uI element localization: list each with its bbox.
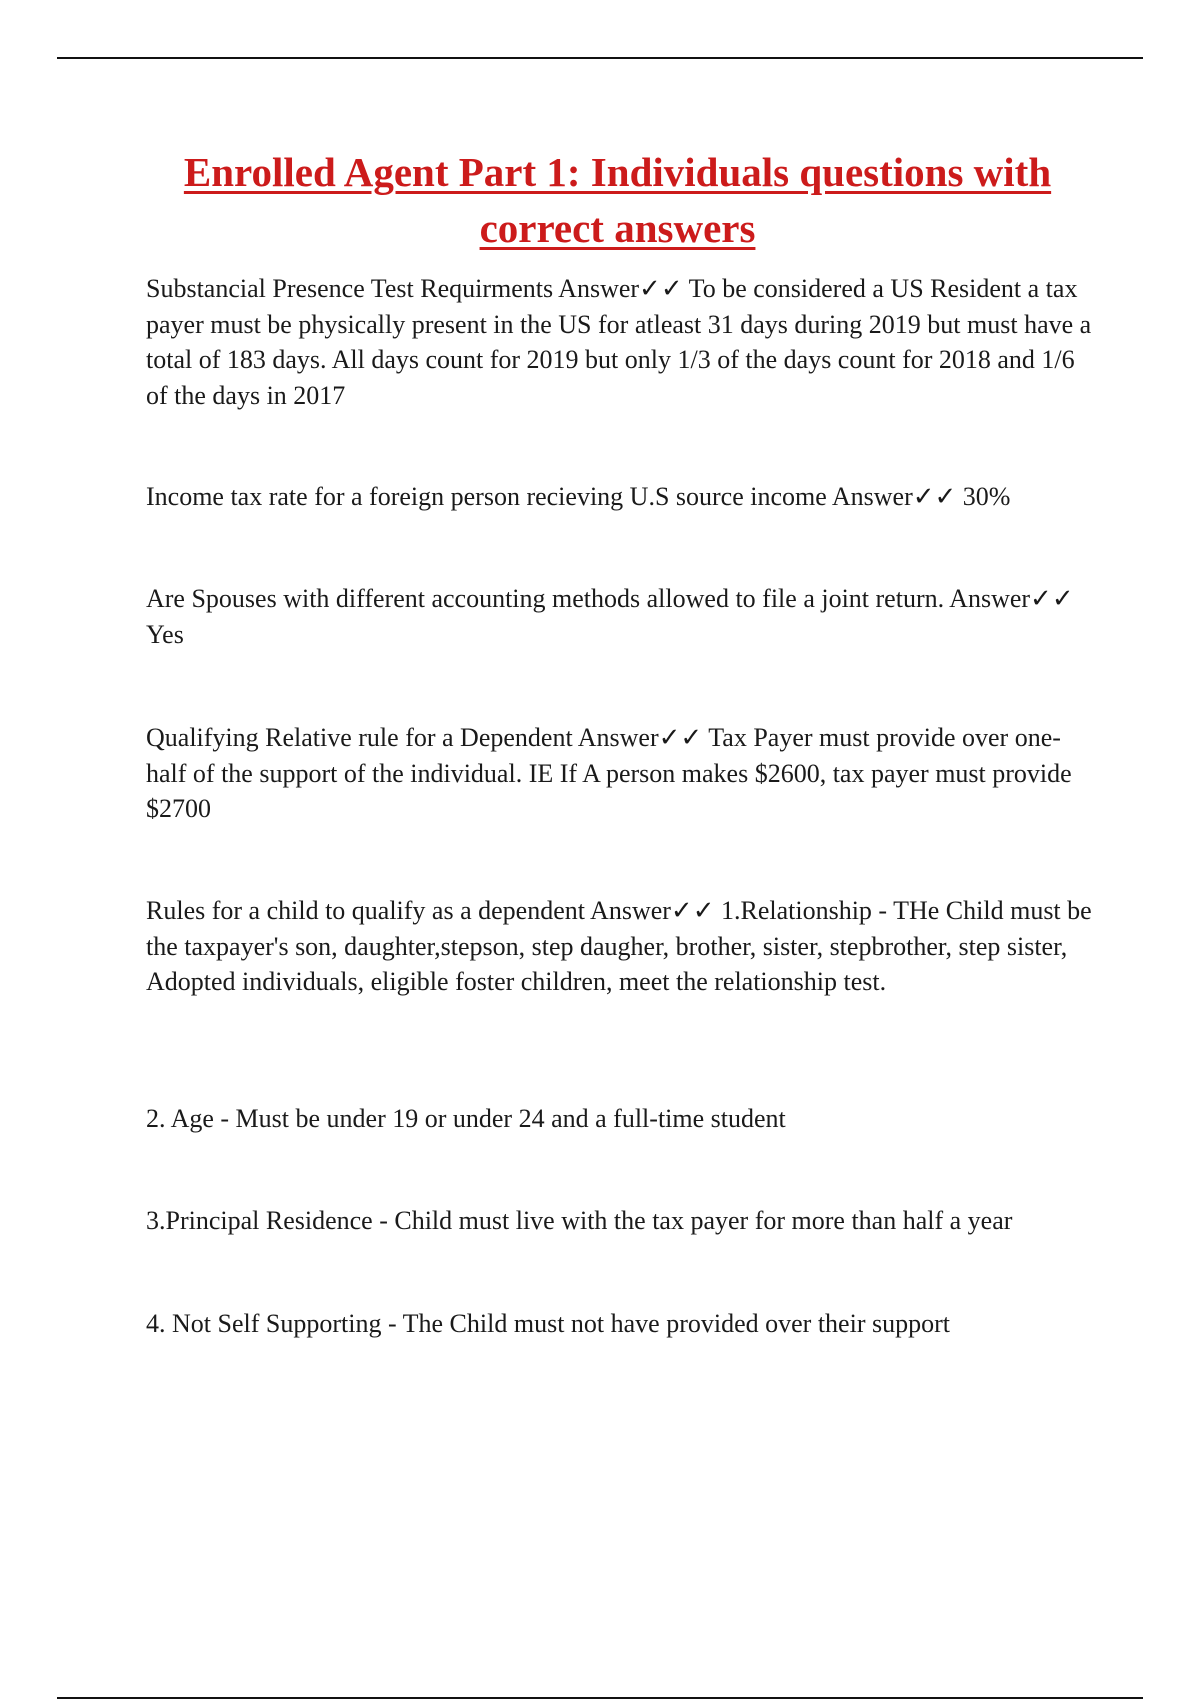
- qa-child-age: 2. Age - Must be under 19 or under 24 and a full-time student: [146, 1104, 786, 1133]
- qa-joint-return: Are Spouses with different accounting methods allowed to file a joint return. Answer✓✓ Yes: [146, 584, 1074, 649]
- qa-foreign-tax-rate: Income tax rate for a foreign person recieving U.S source income Answer✓✓ 30%: [146, 482, 1011, 511]
- qa-substantial-presence: Substancial Presence Test Requirments Answer✓✓ To be considered a US Resident a tax payer must be physically present in the US for atleast 31 days during 2019 but must have a total of 183 days. All days count for 2019 but only 1/3 of the days count for 2018 and 1/6 of the days in 2017: [146, 274, 1092, 410]
- qa-not-self-supporting: 4. Not Self Supporting - The Child must not have provided over their support: [146, 1309, 950, 1338]
- header-rule: [57, 57, 1143, 59]
- qa-qualifying-relative: Qualifying Relative rule for a Dependent Answer✓✓ Tax Payer must provide over one-half of the support of the individual. IE If A person makes $2600, tax payer must provide $2700: [146, 723, 1072, 823]
- document-title: Enrolled Agent Part 1: Individuals questions with correct answers: [183, 149, 1052, 251]
- footer-rule: [57, 1697, 1143, 1699]
- qa-child-dependent-relationship: Rules for a child to qualify as a dependent Answer✓✓ 1.Relationship - THe Child must be the taxpayer's son, daughter,stepson, step daugher, brother, sister, stepbrother, step sister, Adopted individuals, eligible foster children, meet the relationship test.: [146, 896, 1092, 996]
- qa-principal-residence: 3.Principal Residence - Child must live with the tax payer for more than half a year: [146, 1206, 1013, 1235]
